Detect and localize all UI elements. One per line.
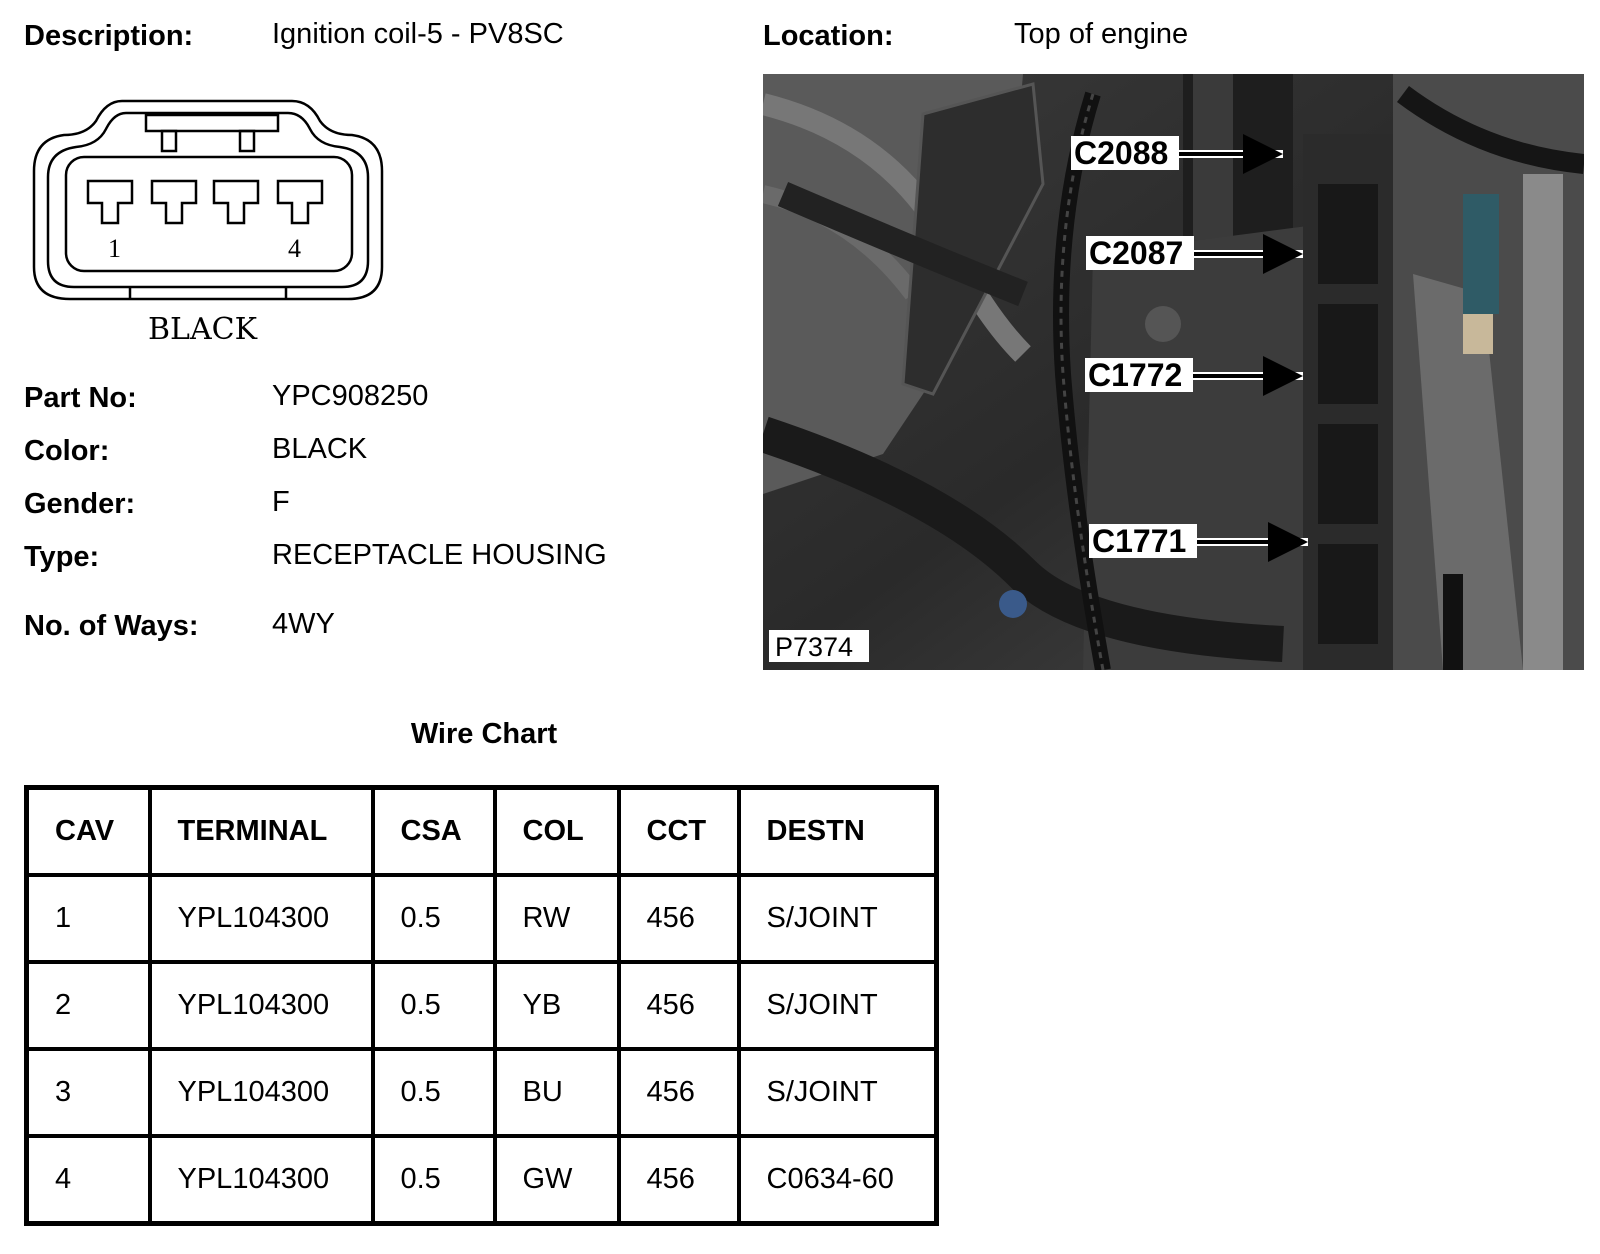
wire-chart-title: Wire Chart [410, 718, 558, 750]
col-header-csa: CSA [373, 788, 495, 876]
callout-c1772: C1772 [1088, 357, 1183, 393]
cell-destn: S/JOINT [739, 1049, 937, 1136]
cell-col: BU [495, 1049, 619, 1136]
cell-cct: 456 [619, 875, 739, 962]
col-header-cav: CAV [27, 788, 150, 876]
cell-terminal: YPL104300 [150, 875, 373, 962]
cell-csa: 0.5 [373, 1136, 495, 1224]
cell-cav: 4 [27, 1136, 150, 1224]
cell-destn: S/JOINT [739, 962, 937, 1049]
cell-col: YB [495, 962, 619, 1049]
table-row [27, 1049, 937, 1136]
pin-first-label: 1 [108, 234, 121, 263]
engine-location-photo [763, 74, 1584, 670]
location-value: Top of engine [1014, 18, 1189, 50]
cell-destn: S/JOINT [739, 875, 937, 962]
description-label: Description: [24, 20, 194, 52]
callout-c2087: C2087 [1089, 235, 1184, 271]
location-label: Location: [763, 20, 894, 52]
pin-last-label: 4 [288, 234, 301, 263]
table-row [27, 962, 937, 1049]
gender-label: Gender: [24, 488, 136, 520]
cell-terminal: YPL104300 [150, 1136, 373, 1224]
cell-cct: 456 [619, 962, 739, 1049]
callout-c2088: C2088 [1074, 135, 1169, 171]
photo-ref-label: P7374 [775, 632, 854, 662]
type-label: Type: [24, 541, 100, 573]
cell-cct: 456 [619, 1136, 739, 1224]
col-header-terminal: TERMINAL [150, 788, 373, 876]
cell-cct: 456 [619, 1049, 739, 1136]
table-row [27, 875, 937, 962]
cell-col: GW [495, 1136, 619, 1224]
color-value: BLACK [272, 433, 368, 465]
gender-value: F [272, 486, 290, 518]
cell-cav: 2 [27, 962, 150, 1049]
cell-cav: 1 [27, 875, 150, 962]
cell-terminal: YPL104300 [150, 962, 373, 1049]
callout-c1771: C1771 [1092, 523, 1187, 559]
cell-csa: 0.5 [373, 1049, 495, 1136]
no-of-ways-label: No. of Ways: [24, 610, 199, 642]
col-header-destn: DESTN [739, 788, 937, 876]
connector-color-label: BLACK [148, 312, 257, 347]
cell-destn: C0634-60 [739, 1136, 937, 1224]
cell-terminal: YPL104300 [150, 1049, 373, 1136]
connector-face-diagram [30, 95, 390, 355]
table-header-row [27, 788, 937, 876]
cell-csa: 0.5 [373, 875, 495, 962]
col-header-col: COL [495, 788, 619, 876]
part-no-label: Part No: [24, 382, 137, 414]
cell-csa: 0.5 [373, 962, 495, 1049]
wire-chart-table [24, 785, 939, 1226]
cell-col: RW [495, 875, 619, 962]
col-header-cct: CCT [619, 788, 739, 876]
type-value: RECEPTACLE HOUSING [272, 539, 607, 571]
cell-cav: 3 [27, 1049, 150, 1136]
no-of-ways-value: 4WY [272, 608, 335, 640]
color-label: Color: [24, 435, 110, 467]
part-no-value: YPC908250 [272, 380, 429, 412]
description-value: Ignition coil-5 - PV8SC [272, 18, 564, 50]
table-row [27, 1136, 937, 1224]
